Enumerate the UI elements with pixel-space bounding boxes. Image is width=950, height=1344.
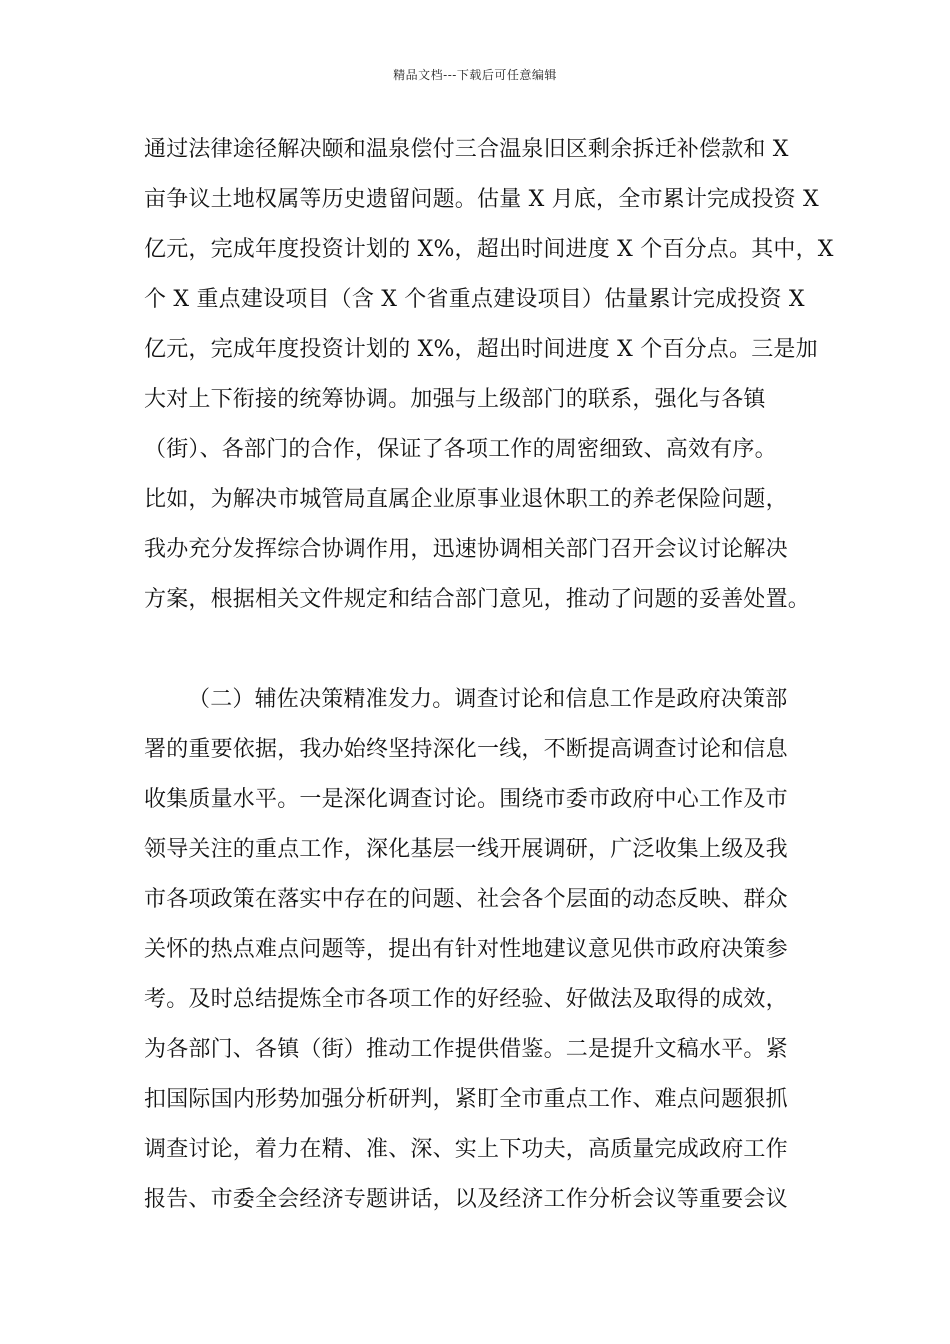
text-line: 收集质量水平。一是深化调查讨论。围绕市委市政府中心工作及市	[144, 787, 788, 812]
text-line: 亩争议土地权属等历史遗留问题。估量 X 月底，全市累计完成投资 X	[144, 187, 819, 212]
text-line: 调查讨论，着力在精、准、深、实上下功夫，高质量完成政府工作	[144, 1137, 788, 1162]
text-line: 方案，根据相关文件规定和结合部门意见，推动了问题的妥善处置。	[144, 587, 811, 612]
text-line: 大对上下衔接的统筹协调。加强与上级部门的联系，强化与各镇	[144, 387, 766, 412]
text-line: 署的重要依据，我办始终坚持深化一线，不断提高调查讨论和信息	[144, 737, 788, 762]
text-line: （二）辅佐决策精准发力。调查讨论和信息工作是政府决策部	[188, 687, 788, 712]
text-line: 关怀的热点难点问题等，提出有针对性地建议意见供市政府决策参	[144, 937, 788, 962]
text-line: 通过法律途径解决颐和温泉偿付三合温泉旧区剩余拆迁补偿款和 X	[144, 137, 789, 162]
text-line: 为各部门、各镇（街）推动工作提供借鉴。二是提升文稿水平。紧	[144, 1037, 788, 1062]
page-header: 精品文档---下载后可任意编辑	[393, 68, 557, 82]
text-line: 亿元，完成年度投资计划的 X%，超出时间进度 X 个百分点。三是加	[144, 337, 818, 362]
text-line: 报告、市委全会经济专题讲话，以及经济工作分析会议等重要会议	[144, 1187, 788, 1212]
text-line: 比如，为解决市城管局直属企业原事业退休职工的养老保险问题，	[144, 487, 788, 512]
text-line: 个 X 重点建设项目（含 X 个省重点建设项目）估量累计完成投资 X	[144, 287, 805, 312]
text-line: （街）、各部门的合作，保证了各项工作的周密细致、高效有序。	[144, 437, 777, 462]
text-line: 领导关注的重点工作，深化基层一线开展调研，广泛收集上级及我	[144, 837, 788, 862]
text-line: 亿元，完成年度投资计划的 X%，超出时间进度 X 个百分点。其中，X	[144, 237, 834, 262]
text-line: 我办充分发挥综合协调作用，迅速协调相关部门召开会议讨论解决	[144, 537, 788, 562]
text-line: 市各项政策在落实中存在的问题、社会各个层面的动态反映、群众	[144, 887, 788, 912]
text-line: 扣国际国内形势加强分析研判，紧盯全市重点工作、难点问题狠抓	[144, 1087, 788, 1112]
text-line: 考。及时总结提炼全市各项工作的好经验、好做法及取得的成效，	[144, 987, 788, 1012]
